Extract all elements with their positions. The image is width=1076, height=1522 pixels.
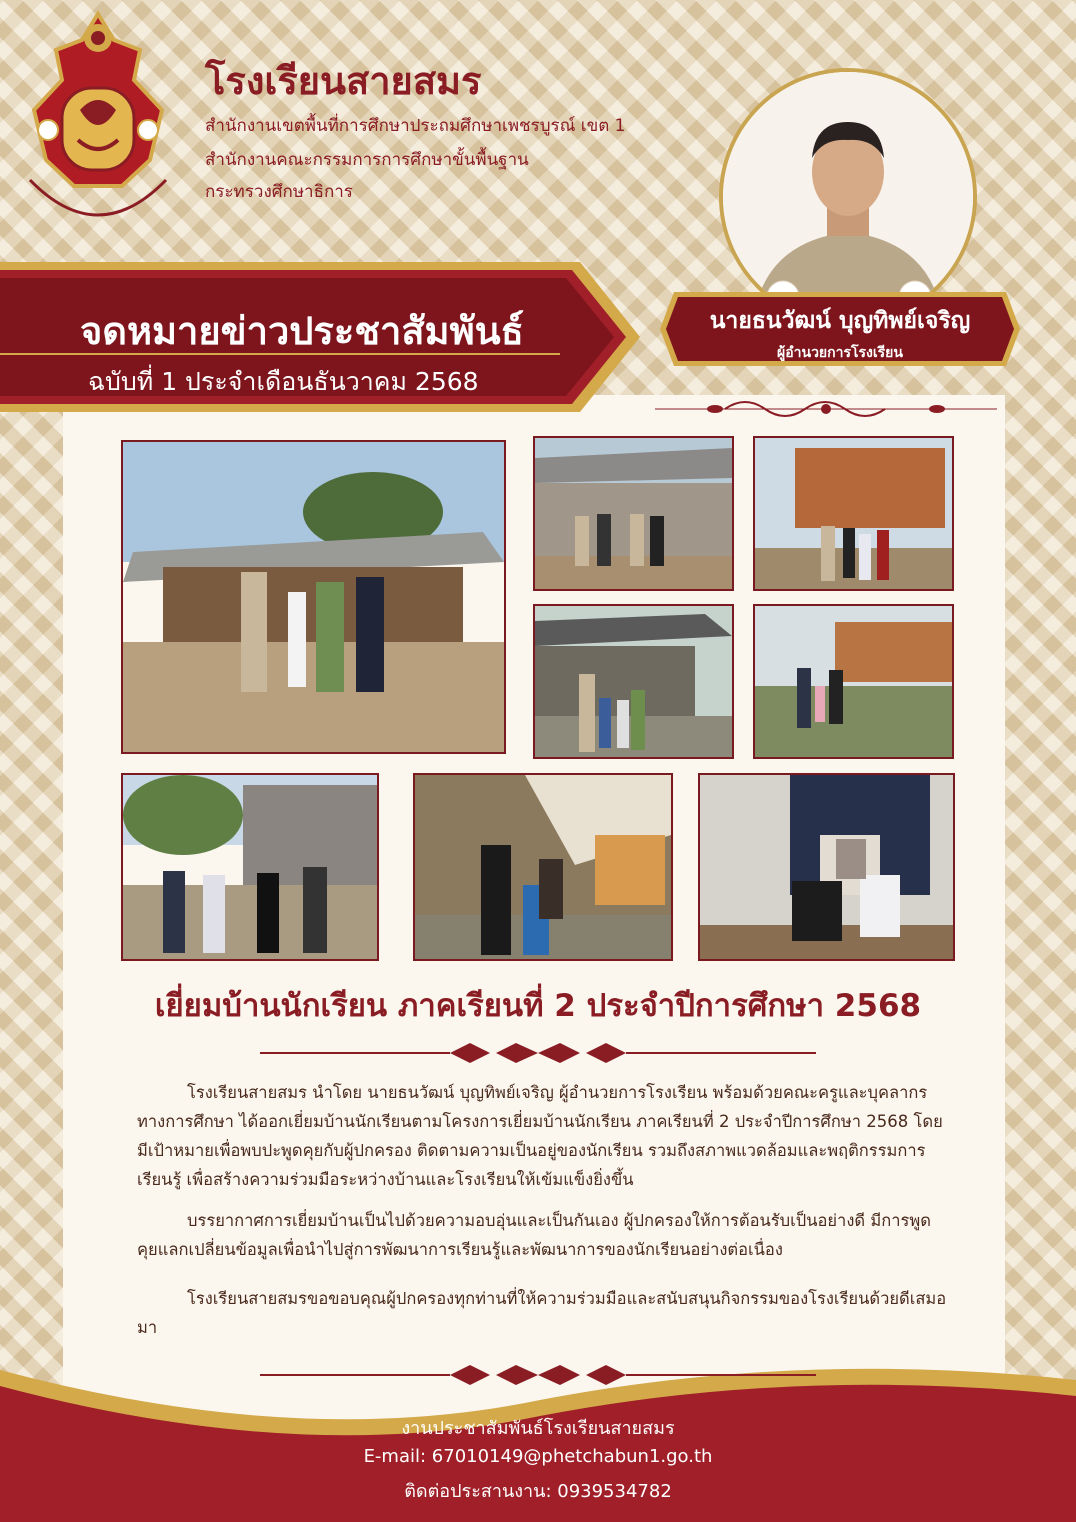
school-seal-logo <box>22 10 174 228</box>
body-paragraph-atmosphere: บรรยากาศการเยี่ยมบ้านเป็นไปด้วยความอบอุ่นและเป็นกันเอง ผู้ปกครองให้การต้อนรับเป็นอย่างดี มีการพูดคุยแลกเปลี่ยนข้อมูลเพื่อนำไปสู่การพัฒนาการเรียนรู้และพัฒนาการของนักเรียนอย่างต่อเนื่อง <box>137 1211 931 1259</box>
floral-divider-ornament <box>655 394 997 424</box>
director-title: ผู้อำนวยการโรงเรียน <box>777 345 903 361</box>
footer-email[interactable]: E-mail: 67010149@phetchabun1.go.th <box>363 1446 713 1467</box>
newsletter-issue: ฉบับที่ 1 ประจำเดือนธันวาคม 2568 <box>88 367 479 396</box>
org-line-ministry: กระทรวงศึกษาธิการ <box>205 182 353 202</box>
org-line-basic-education: สำนักงานคณะกรรมการการศึกษาขั้นพื้นฐาน <box>205 150 529 170</box>
footer-tribal-ornament <box>260 1362 816 1388</box>
footer-pr-unit: งานประชาสัมพันธ์โรงเรียนสายสมร <box>401 1418 675 1439</box>
home-visit-photo-1 <box>121 440 506 754</box>
home-visit-photo-8 <box>698 773 955 961</box>
home-visit-photo-4 <box>533 604 734 759</box>
newsletter-title: จดหมายข่าวประชาสัมพันธ์ <box>80 309 524 353</box>
director-name: นายธนวัฒน์ บุญทิพย์เจริญ <box>709 308 971 334</box>
director-portrait <box>719 68 977 326</box>
home-visit-photo-2 <box>533 436 734 591</box>
home-visit-photo-7 <box>413 773 673 961</box>
body-paragraph-thanks: โรงเรียนสายสมรขอขอบคุณผู้ปกครองทุกท่านที่ให้ความร่วมมือและสนับสนุนกิจกรรมของโรงเรียนด้วยดีเสมอมา <box>137 1289 947 1337</box>
org-line-area-office: สำนักงานเขตพื้นที่การศึกษาประถมศึกษาเพชรบูรณ์ เขต 1 <box>205 116 626 136</box>
school-name: โรงเรียนสายสมร <box>205 59 482 103</box>
tribal-divider-ornament <box>260 1040 816 1066</box>
body-paragraph-intro: โรงเรียนสายสมร นำโดย นายธนวัฒน์ บุญทิพย์เจริญ ผู้อำนวยการโรงเรียน พร้อมด้วยคณะครูและบุคลากรทางการศึกษา ได้ออกเยี่ยมบ้านนักเรียนตามโครงการเยี่ยมบ้านนักเรียน ภาคเรียนที่ 2 ประจำปีการศึกษา 2568 โดยมีเป้าหมายเพื่อพบปะพูดคุยกับผู้ปกครอง ติดตามความเป็นอยู่ของนักเรียน รวมถึงสภาพแวดล้อมและพฤติกรรมการเรียนรู้ เพื่อสร้างความร่วมมือระหว่างบ้านและโรงเรียนให้เข้มแข็งยิ่งขึ้น <box>137 1083 943 1189</box>
home-visit-photo-3 <box>753 436 954 591</box>
activity-headline: เยี่ยมบ้านนักเรียน ภาคเรียนที่ 2 ประจำปีการศึกษา 2568 <box>154 988 922 1024</box>
home-visit-photo-6 <box>121 773 379 961</box>
footer-contact-phone[interactable]: ติดต่อประสานงาน: 0939534782 <box>404 1481 672 1502</box>
home-visit-photo-5 <box>753 604 954 759</box>
